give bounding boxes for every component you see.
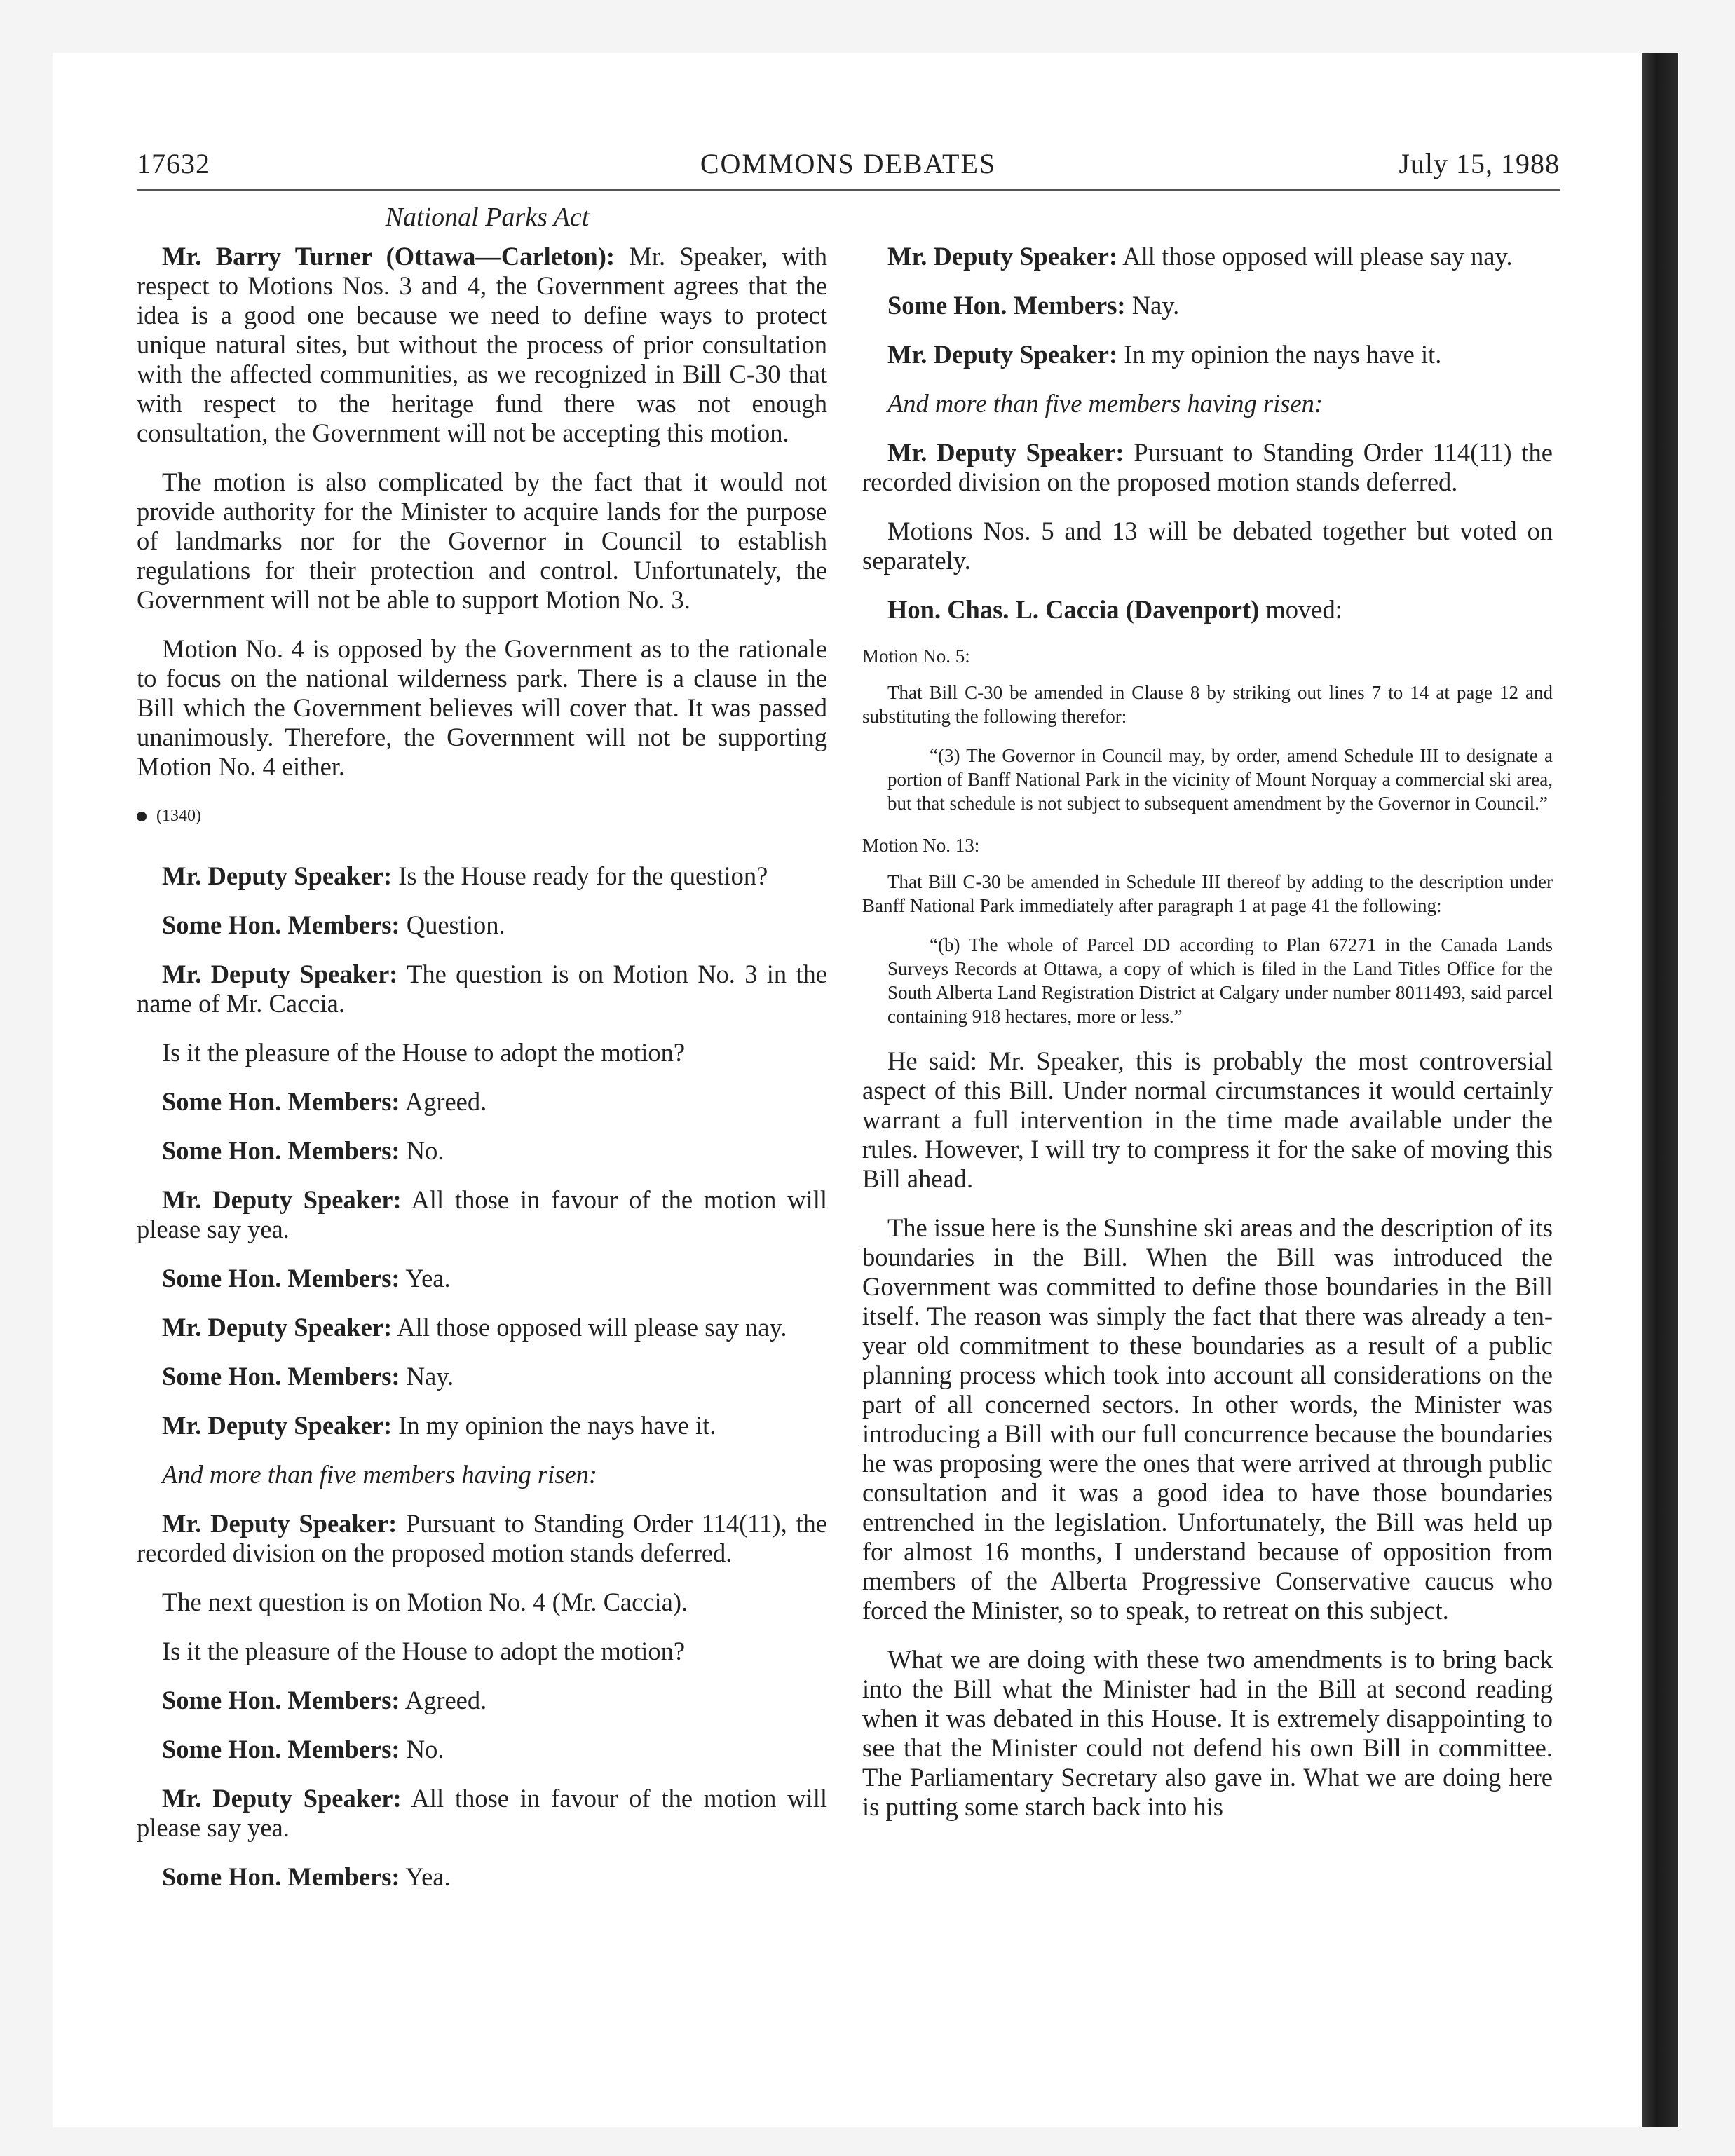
exchange: Some Hon. Members: No. xyxy=(162,1136,444,1165)
paragraph: Mr. Barry Turner (Ottawa—Carleton): Mr. Speaker, with respect to Motions Nos. 3 and 4, the Government agrees that the idea is a good one because we need to define ways to protect unique natural sites, but without the process of prior consultation with the affected communities, as we recognized in Bill C-30 that with respect to the heritage fund there was not enough consultation, the Government will not be accepting this motion. xyxy=(137,242,827,447)
stage-direction: And more than five members having risen: xyxy=(887,389,1324,418)
right-column xyxy=(862,242,1553,1841)
running-head: National Parks Act xyxy=(385,203,590,232)
publication-title: COMMONS DEBATES xyxy=(700,148,997,179)
exchange: Some Hon. Members: Yea. xyxy=(162,1264,451,1292)
page-number: 17632 xyxy=(137,148,210,179)
motion-label: Motion No. 13: xyxy=(862,835,980,856)
exchange: Is it the pleasure of the House to adopt the motion? xyxy=(162,1038,686,1067)
bullet-icon xyxy=(137,812,147,821)
exchange: Mr. Deputy Speaker: All those in favour of the motion will please say yea. xyxy=(137,1185,827,1243)
exchange: Some Hon. Members: Agreed. xyxy=(162,1087,487,1116)
exchange: Mr. Deputy Speaker: In my opinion the nays have it. xyxy=(887,340,1442,369)
paragraph: Motion No. 4 is opposed by the Government as to the rationale to focus on the national wilderness park. There is a clause in the Bill which the Government believes will cover that. It was passed unanimously. Therefore, the Government will not be supporting Motion No. 4 either. xyxy=(137,634,827,781)
exchange: The next question is on Motion No. 4 (Mr. Caccia). xyxy=(162,1588,688,1616)
exchange: Some Hon. Members: Yea. xyxy=(162,1862,451,1891)
exchange: Some Hon. Members: Question. xyxy=(162,910,505,939)
binding-edge xyxy=(1642,53,1678,2127)
exchange: Mr. Deputy Speaker: In my opinion the nays have it. xyxy=(162,1411,716,1440)
exchange: Some Hon. Members: Nay. xyxy=(162,1362,454,1391)
exchange: Mr. Deputy Speaker: Is the House ready for the question? xyxy=(162,861,768,890)
exchange: Some Hon. Members: Nay. xyxy=(887,291,1180,320)
page-header xyxy=(137,147,1560,191)
time-marker: (1340) xyxy=(137,801,827,831)
publication-date: July 15, 1988 xyxy=(1399,148,1560,179)
exchange: Mr. Deputy Speaker: Pursuant to Standing Order 114(11), the recorded division on the proposed motion stands deferred. xyxy=(137,1509,827,1567)
motion-quote: “(3) The Governor in Council may, by order, amend Schedule III to designate a portion of Banff National Park in the vicinity of Mount Norquay a commercial ski area, but that schedule is not subject to subsequent amendment by the Governor in Council.” xyxy=(887,745,1553,814)
left-column xyxy=(137,242,827,1911)
exchange: Mr. Deputy Speaker: All those in favour of the motion will please say yea. xyxy=(137,1784,827,1842)
motion-quote: “(b) The whole of Parcel DD according to Plan 67271 in the Canada Lands Surveys Records at Ottawa, a copy of which is filed in the Land Titles Office for the South Alberta Land Registration District at Calgary under number 8011493, said parcel containing 918 hectares, more or less.” xyxy=(887,934,1553,1027)
exchange: Some Hon. Members: Agreed. xyxy=(162,1686,487,1714)
motion-label: Motion No. 5: xyxy=(862,646,970,667)
paragraph: The issue here is the Sunshine ski areas and the description of its boundaries in the Bill. When the Bill was introduced the Government was committed to define those boundaries in the Bill itself. The reason was simply the fact that there was already a ten-year old commitment to these boundaries as a result of a public planning process which took into account all considerations on the part of all concerned sectors. In other words, the Minister was introducing a Bill with our full concurrence because the boundaries he was proposing were the ones that were arrived at through public consultation and it was a good idea to have those boundaries entrenched in the legislation. Unfortunately, the Bill was held up for almost 16 months, I understand because of opposition from members of the Alberta Progressive Conservative caucus who forced the Minister, so to speak, to retreat on this subject. xyxy=(862,1213,1553,1625)
exchange: Some Hon. Members: No. xyxy=(162,1735,444,1763)
mover-line: Hon. Chas. L. Caccia (Davenport) moved: xyxy=(887,595,1342,624)
exchange: Mr. Deputy Speaker: Pursuant to Standing Order 114(11) the recorded division on the proposed motion stands deferred. xyxy=(862,438,1553,496)
speaker-name: Mr. Barry Turner (Ottawa—Carleton): xyxy=(162,242,615,271)
exchange: Mr. Deputy Speaker: All those opposed will please say nay. xyxy=(162,1313,787,1342)
motion-text: That Bill C-30 be amended in Clause 8 by striking out lines 7 to 14 at page 12 and substituting the following therefor: xyxy=(862,682,1553,727)
paragraph: He said: Mr. Speaker, this is probably the most controversial aspect of this Bill. Under normal circumstances it would certainly warrant a full intervention in the time made available under the rules. However, I will try to compress it for the sake of moving this Bill ahead. xyxy=(862,1046,1553,1193)
exchange: Is it the pleasure of the House to adopt the motion? xyxy=(162,1637,686,1665)
paragraph: The motion is also complicated by the fact that it would not provide authority for the Minister to acquire lands for the purpose of landmarks nor for the Governor in Council to establish regulations for their protection and control. Unfortunately, the Government will not be able to support Motion No. 3. xyxy=(137,468,827,614)
exchange: Mr. Deputy Speaker: All those opposed will please say nay. xyxy=(887,242,1513,271)
paragraph: Motions Nos. 5 and 13 will be debated together but voted on separately. xyxy=(862,517,1553,575)
motion-text: That Bill C-30 be amended in Schedule III thereof by adding to the description under Banff National Park immediately after paragraph 1 at page 41 the following: xyxy=(862,871,1553,916)
paragraph: What we are doing with these two amendments is to bring back into the Bill what the Minister had in the Bill at second reading when it was debated in this House. It is extremely disappointing to see that the Minister could not defend his own Bill in committee. The Parliamentary Secretary also gave in. What we are doing here is putting some starch back into his xyxy=(862,1645,1553,1821)
exchange: Mr. Deputy Speaker: The question is on Motion No. 3 in the name of Mr. Caccia. xyxy=(137,960,827,1018)
stage-direction: And more than five members having risen: xyxy=(162,1460,598,1489)
